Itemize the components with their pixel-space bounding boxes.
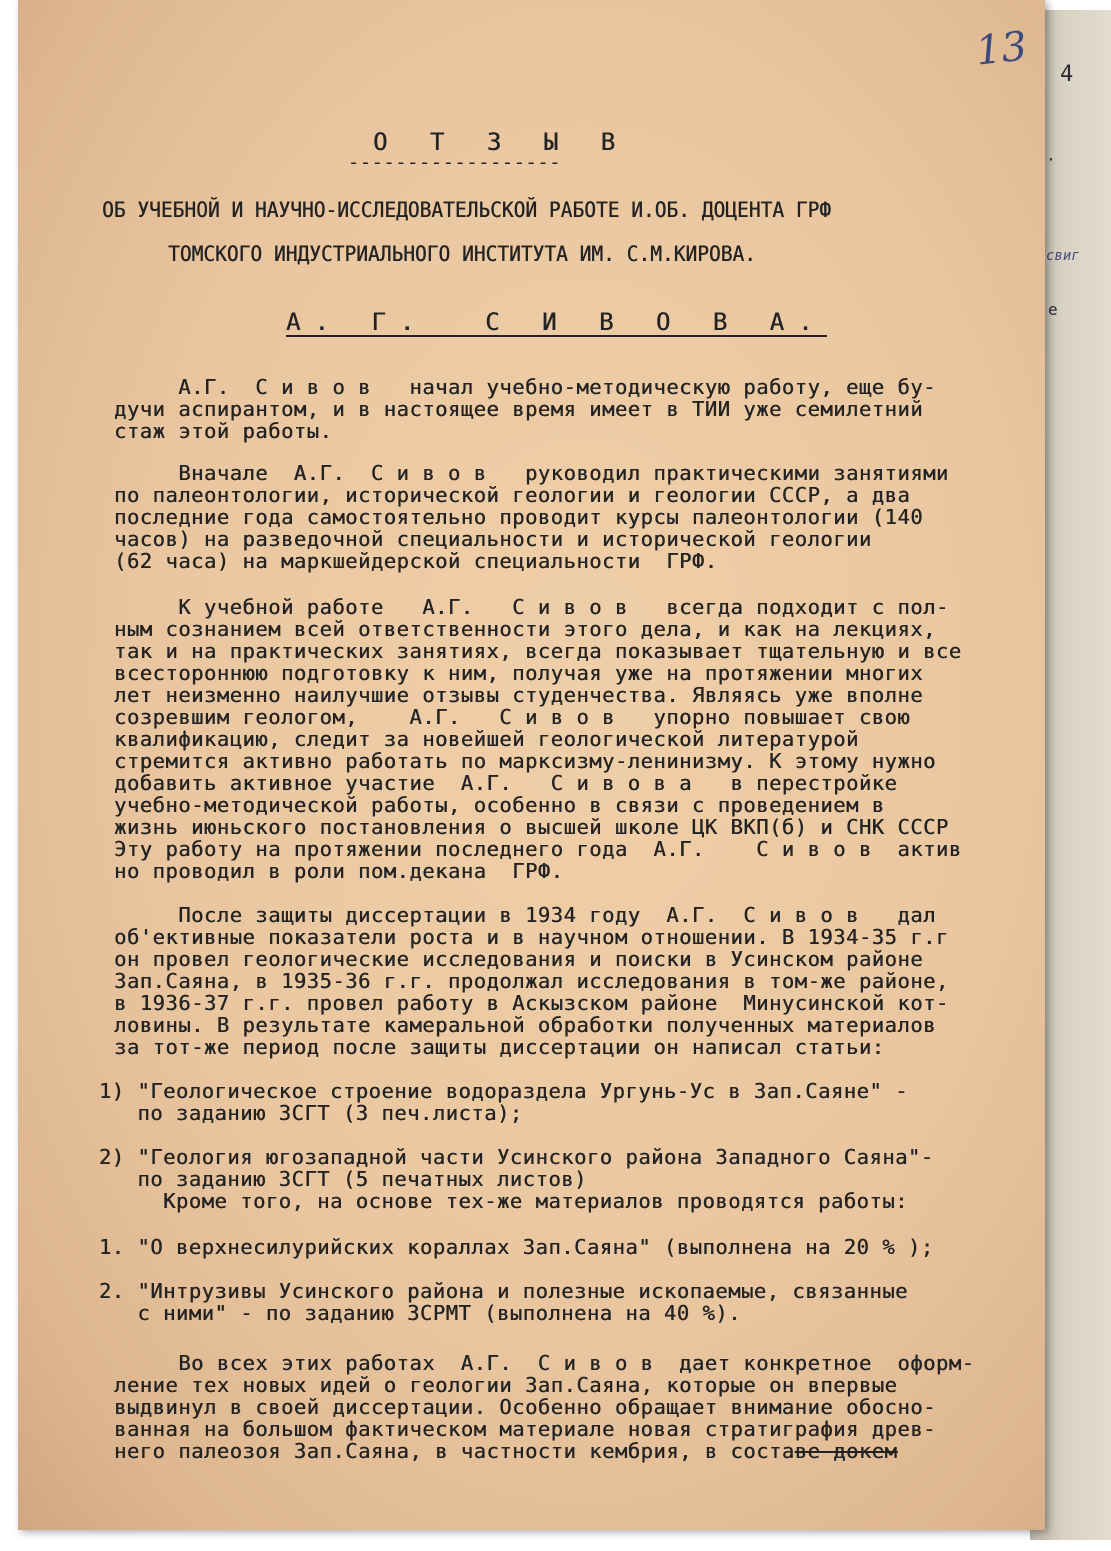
paragraph-4 [18, 904, 1045, 1058]
text-line: всестороннюю подготовку к ним, получая уже на протяжении многих [114, 661, 924, 685]
text-line: ловины. В результате камеральной обработки полученных материалов [114, 1013, 936, 1037]
text-line: К учебной работе А.Г. С и в о в всегда подходит с пол- [114, 595, 949, 619]
text-line: 2. "Интрузивы Усинского района и полезные ископаемые, связанные [86, 1279, 908, 1303]
paragraph-2 [18, 462, 1045, 572]
handwritten-page-number: 13 [973, 23, 1030, 75]
list-item-work-2 [18, 1280, 1045, 1324]
paragraph-final [18, 1352, 1045, 1462]
under-page-number: 4 [1060, 62, 1074, 87]
under-page-mark: e [1048, 300, 1058, 319]
subtitle-line-1: ОБ УЧЕБНОЙ И НАУЧНО-ИССЛЕДОВАТЕЛЬСКОЙ РАБОТЕ И.ОБ. ДОЦЕНТА ГРФ [102, 198, 832, 222]
text-line: ным сознанием всей ответственности этого дела, и как на лекциях, [114, 617, 936, 641]
under-page-note: свиг [1046, 248, 1080, 264]
under-page-dot: · [1046, 150, 1056, 169]
text-line: (62 часа) на маркшейдерской специальности ГРФ. [114, 549, 718, 573]
text-line: 2) "Геология югозападной части Усинского района Западного Саяна"- [86, 1145, 934, 1169]
document-title: О Т З Ы В [373, 128, 630, 156]
text-line: ление тех новых идей о геологии Зап.Саяна, которые он впервые [114, 1373, 898, 1397]
text-line: После защиты диссертации в 1934 году А.Г. С и в о в дал [114, 903, 936, 927]
text-line: Кроме того, на основе тех-же материалов проводятся работы: [86, 1189, 908, 1213]
text-line: А.Г. С и в о в начал учебно-методическую работу, еще бу- [114, 375, 936, 399]
text-line: 1. "О верхнесилурийских кораллах Зап.Саяна" (выполнена на 20 % ); [86, 1235, 934, 1259]
text-line: Во всех этих работах А.Г. С и в о в дает конкретное оформ- [114, 1351, 975, 1375]
text-line: 1) "Геологическое строение водораздела Ургунь-Ус в Зап.Саяне" - [86, 1079, 908, 1103]
text-line: за тот-же период после защиты диссертации он написал статьи: [114, 1035, 885, 1059]
list-item-article-2 [18, 1146, 1045, 1212]
document-page [18, 0, 1045, 1530]
struck-out-text: вe докем [794, 1439, 898, 1463]
text-line: добавить активное участие А.Г. С и в о в а в перестройке [114, 771, 898, 795]
text-line: дучи аспирантом, и в настоящее время имеет в ТИИ уже семилетний [114, 397, 924, 421]
text-line: он провел геологические исследования и поиски в Усинском районе [114, 947, 924, 971]
text-line: выдвинул в своей диссертации. Особенно обращает внимание обосно- [114, 1395, 936, 1419]
text-line: ванная на большом фактическом материале новая стратиграфия древ- [114, 1417, 936, 1441]
text-line: квалификацию, следит за новейшей геологической литературой [114, 727, 859, 751]
text-line: Зап.Саяна, в 1935-36 г.г. продолжал исследования в том-же районе, [114, 969, 949, 993]
text-line: по палеонтологии, исторической геологии и геологии СССР, а два [114, 483, 911, 507]
text-line: стремится активно работать по марксизму-ленинизму. К этому нужно [114, 749, 936, 773]
text-line: по заданию ЗСГТ (5 печатных листов) [86, 1167, 587, 1191]
last-text-line [114, 1440, 1045, 1462]
title-rule: ------------------ [348, 152, 562, 173]
text-line: учебно-методической работы, особенно в связи с проведением в [114, 793, 885, 817]
text-line: Вначале А.Г. С и в о в руководил практическими занятиями [114, 461, 949, 485]
text-line: стаж этой работы. [114, 419, 333, 443]
text-line: но проводил в роли пом.декана ГРФ. [114, 859, 564, 883]
text-line: лет неизменно наилучшие отзывы студенчества. Являясь уже вполне [114, 683, 924, 707]
text-line: последние года самостоятельно проводит курсы палеонтологии (140 [114, 505, 924, 529]
list-item-article-1 [18, 1080, 1045, 1124]
text-line: созревшим геологом, А.Г. С и в о в упорно повышает свою [114, 705, 911, 729]
paragraph-1 [18, 376, 1045, 442]
text-line: с ними" - по заданию ЗСРМТ (выполнена на 40 %). [86, 1301, 741, 1325]
text-line: Эту работу на протяжении последнего года А.Г. С и в о в актив [114, 837, 962, 861]
text-line: жизнь июньского постановления о высшей школе ЦК ВКП(б) и СНК СССР [114, 815, 949, 839]
text-line: об'ективные показатели роста и в научном отношении. В 1934-35 г.г [114, 925, 949, 949]
text-line: так и на практических занятиях, всегда показывает тщательную и все [114, 639, 962, 663]
paragraph-3 [18, 596, 1045, 882]
person-name-heading: А. Г. С И В О В А. [286, 308, 827, 336]
list-item-work-1 [18, 1236, 1045, 1258]
text-line: часов) на разведочной специальности и исторической геологии [114, 527, 872, 551]
text-line: в 1936-37 г.г. провел работу в Аскызском районе Минусинской кот- [114, 991, 949, 1015]
subtitle-line-2: ТОМСКОГО ИНДУСТРИАЛЬНОГО ИНСТИТУТА ИМ. С.М.КИРОВА. [168, 242, 756, 266]
text-line-start: него палеозоя Зап.Саяна, в частности кембрия, в соста [114, 1439, 795, 1463]
text-line: по заданию ЗСГТ (3 печ.листа); [86, 1101, 523, 1125]
